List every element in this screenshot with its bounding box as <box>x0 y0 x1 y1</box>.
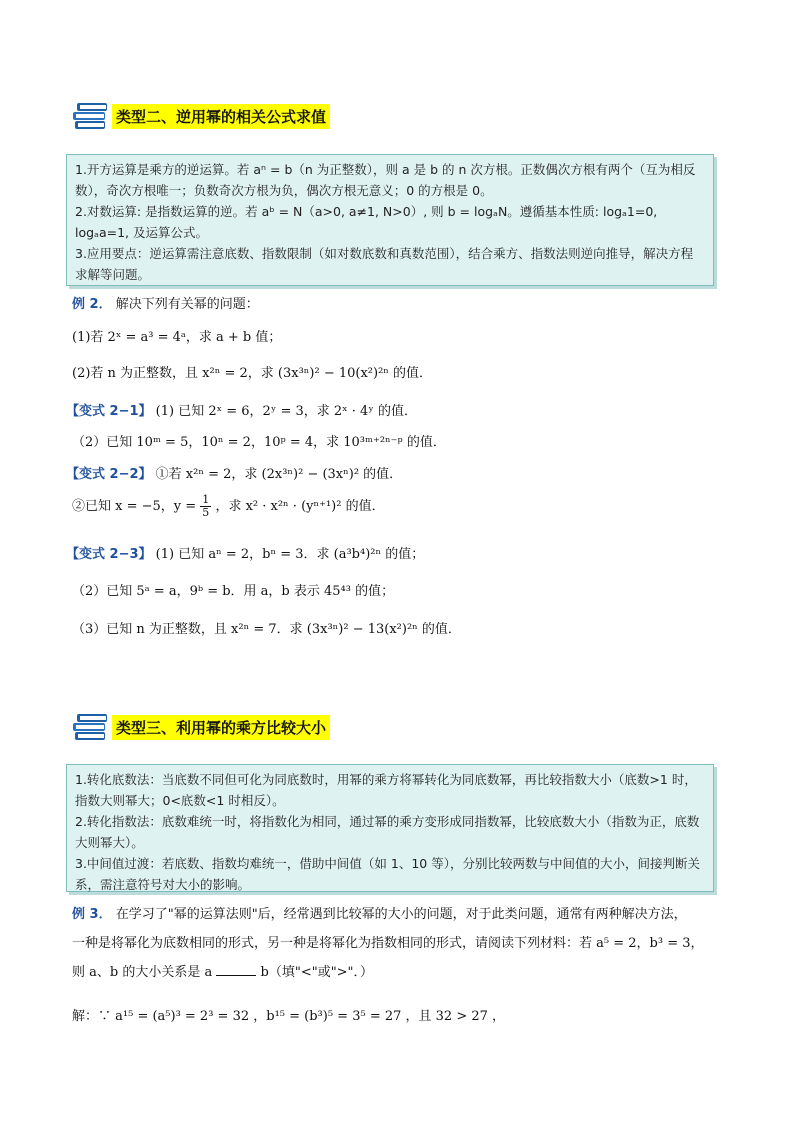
example3-line-3 <box>72 958 722 987</box>
variant2-1-question-2: （2）已知 10ᵐ = 5，10ⁿ = 2，10ᵖ = 4，求 10³ᵐ⁺²ⁿ⁻ᵖ 的值． <box>72 435 446 450</box>
example-text: 则 a、b 的大小关系是 a <box>72 965 213 980</box>
example3-body <box>72 900 722 987</box>
section-heading-type2 <box>72 99 330 133</box>
example3-line-2: 一种是将幂化为底数相同的形式，另一种是将幂化为指数相同的形式，请阅读下列材料：若 a⁵ = 2，b³ = 3， <box>72 936 704 951</box>
variant2-2-question-2 <box>72 494 385 519</box>
question-text: ②已知 x = −5，y = <box>72 499 197 514</box>
variant-label: 【变式 2−1】 <box>66 404 152 419</box>
variant2-3-question-2: （2）已知 5ᵃ = a，9ᵇ = b．用 a，b 表示 45⁴³ 的值； <box>72 584 395 599</box>
example-text: 在学习了"幂的运算法则"后，经常遇到比较幂的大小的问题，对于此类问题，通常有两种解决方法， <box>115 907 687 922</box>
summary-box-type3 <box>66 764 714 892</box>
variant-label: 【变式 2−3】 <box>66 547 152 562</box>
variant2-1-question-1 <box>66 400 417 419</box>
variant-question: (1) 已知 aⁿ = 2，bⁿ = 3．求 (a³b⁴)²ⁿ 的值； <box>155 547 425 562</box>
variant-question: (1) 已知 2ˣ = 6，2ʸ = 3，求 2ˣ · 4ʸ 的值． <box>155 404 417 419</box>
summary-point: 2.对数运算: 是指数运算的逆。若 aᵇ = N（a>0, a≠1, N>0）, 则 b = logₐN。遵循基本性质: logₐ1=0, logₐa=1, 及运算公式。 <box>75 204 658 240</box>
variant2-2-question-1 <box>66 463 402 482</box>
summary-point: 1.开方运算是乘方的逆运算。若 aⁿ = b（n 为正整数），则 a 是 b 的 n 次方根。正数偶次方根有两个（互为相反数），奇次方根唯一；负数奇次方根为负，偶次方根无意义；0 的方根是 0。 <box>75 162 696 198</box>
example2-question-1: (1)若 2ˣ = a³ = 4ᵃ，求 a + b 值； <box>72 330 282 345</box>
books-icon <box>72 710 112 744</box>
summary-point: 3.应用要点：逆运算需注意底数、指数限制（如对数底数和真数范围），结合乘方、指数法则逆向推导，解决方程求解等问题。 <box>75 246 694 282</box>
section-heading-type3 <box>72 710 330 744</box>
variant-question: ①若 x²ⁿ = 2，求 (2x³ⁿ)² − (3xⁿ)² 的值． <box>155 467 403 482</box>
example-intro: 解决下列有关幂的问题： <box>115 297 259 312</box>
example-label: 例 2． <box>72 297 112 312</box>
fraction-denominator: 5 <box>202 506 210 519</box>
variant-label: 【变式 2−2】 <box>66 467 152 482</box>
summary-point: 3.中间值过渡：若底数、指数均难统一，借助中间值（如 1、10 等），分别比较两数与中间值的大小，间接判断关系，需注意符号对大小的影响。 <box>75 856 700 892</box>
section-title: 类型二、逆用幂的相关公式求值 <box>112 104 330 129</box>
example3-solution: 解：∵ a¹⁵ = (a⁵)³ = 2³ = 32 ，b¹⁵ = (b³)⁵ = 3⁵ = 27 ，且 32 > 27 ， <box>72 1009 506 1024</box>
summary-box-type2 <box>66 154 714 286</box>
example-text: b（填"<"或">"．） <box>260 965 374 980</box>
variant2-3-question-1 <box>66 543 424 562</box>
example2-heading <box>72 293 259 312</box>
summary-point: 1.转化底数法：当底数不同但可化为同底数时，用幂的乘方将幂转化为同底数幂，再比较指数大小（底数>1 时，指数大则幂大；0<底数<1 时相反）。 <box>75 772 697 808</box>
fraction-numerator: 1 <box>202 493 210 506</box>
books-icon <box>72 99 112 133</box>
fraction <box>200 494 211 519</box>
answer-blank[interactable] <box>216 963 256 976</box>
example2-question-2: (2)若 n 为正整数，且 x²ⁿ = 2，求 (3x³ⁿ)² − 10(x²)²ⁿ 的值． <box>72 366 433 381</box>
example3-line-1 <box>72 900 722 929</box>
example-label: 例 3． <box>72 907 112 922</box>
section-title: 类型三、利用幂的乘方比较大小 <box>112 715 330 740</box>
variant2-3-question-3: （3）已知 n 为正整数，且 x²ⁿ = 7．求 (3x³ⁿ)² − 13(x²)²ⁿ 的值． <box>72 622 461 637</box>
summary-point: 2.转化指数法：底数难统一时，将指数化为相同，通过幂的乘方变形成同指数幂，比较底数大小（指数为正，底数大则幂大）。 <box>75 814 700 850</box>
question-text: ，求 x² · x²ⁿ · (yⁿ⁺¹)² 的值． <box>215 499 385 514</box>
